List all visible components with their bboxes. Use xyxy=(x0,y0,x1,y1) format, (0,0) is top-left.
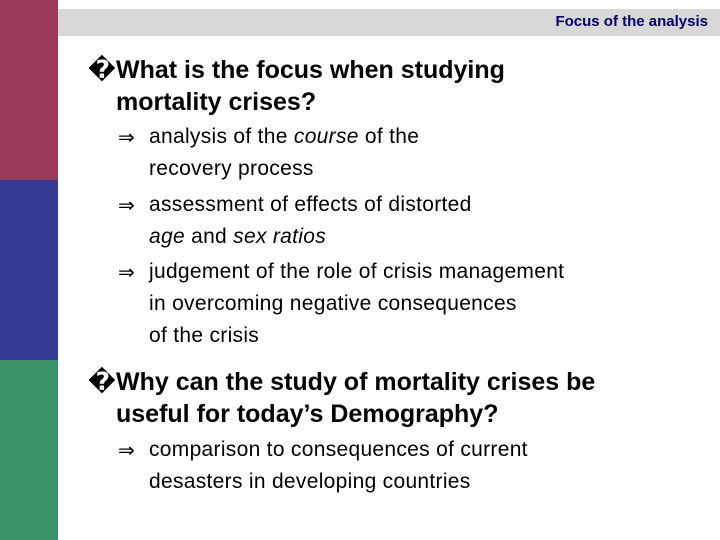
sidebar-band-magenta xyxy=(0,0,58,180)
sidebar-band-green xyxy=(0,360,58,540)
section-title: Focus of the analysis xyxy=(555,13,708,30)
answer-2-1 xyxy=(118,434,698,498)
bullet-icon: � xyxy=(88,56,116,84)
answer-2-1-line-1: comparison to consequences of current xyxy=(149,438,528,461)
question-1-line-1: What is the focus when studying xyxy=(116,56,505,84)
implies-arrow-icon: ⇒ xyxy=(118,193,136,217)
answer-1-3-line-3: of the crisis xyxy=(149,324,260,347)
implies-arrow-icon: ⇒ xyxy=(118,125,136,149)
answer-1-3-line-1: judgement of the role of crisis management xyxy=(149,260,565,283)
question-2-line-1: Why can the study of mortality crises be xyxy=(116,368,596,396)
answer-1-3 xyxy=(118,256,698,352)
implies-arrow-icon: ⇒ xyxy=(118,438,136,462)
sidebar-band-blue xyxy=(0,180,58,360)
answer-1-2 xyxy=(118,189,698,253)
answer-1-1-line-1: analysis of the course of the xyxy=(149,125,420,148)
answer-1-1-line-2: recovery process xyxy=(149,157,314,180)
question-2 xyxy=(88,366,688,430)
answer-1-2-line-1: assessment of effects of distorted xyxy=(149,193,472,216)
question-1-line-2: mortality crises? xyxy=(116,88,317,116)
question-2-line-2: useful for today’s Demography? xyxy=(116,400,499,428)
sidebar-color-bands xyxy=(0,0,58,540)
answer-1-1 xyxy=(118,121,698,185)
question-1 xyxy=(88,54,688,118)
answer-1-2-line-2: age and sex ratios xyxy=(149,225,327,248)
answer-1-3-line-2: in overcoming negative consequences xyxy=(149,292,517,315)
implies-arrow-icon: ⇒ xyxy=(118,260,136,284)
header-bar xyxy=(58,9,720,36)
answer-2-1-line-2: desasters in developing countries xyxy=(149,470,471,493)
bullet-icon: � xyxy=(88,368,116,396)
